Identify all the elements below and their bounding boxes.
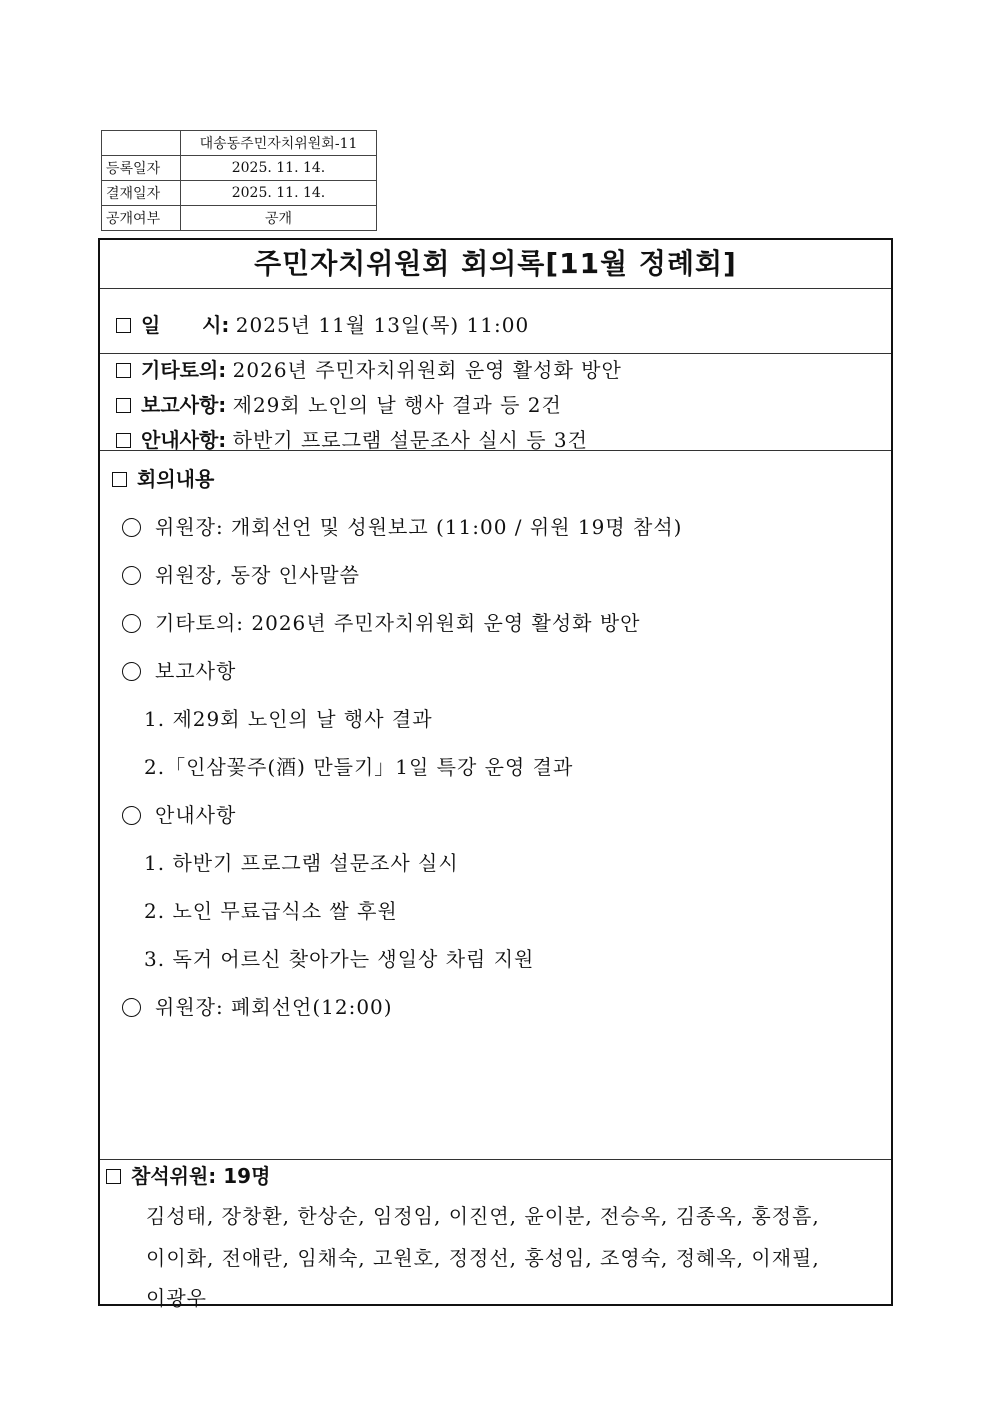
report-subitem: 2.「인삼꽃주(酒) 만들기」1일 특강 운영 결과 <box>144 755 574 779</box>
content-item: 보고사항 <box>122 655 236 684</box>
date-line <box>116 309 529 338</box>
content-item: 위원장: 개회선언 및 성원보고 (11:00 / 위원 19명 참석) <box>122 511 682 540</box>
meeting-content-section <box>100 451 891 1160</box>
circle-bullet-icon <box>122 518 141 537</box>
content-item: 위원장: 폐회선언(12:00) <box>122 991 393 1020</box>
attendees-list-line: 이이화, 전애란, 임채숙, 고원호, 정정선, 홍성임, 조영숙, 정혜옥, 이재필, <box>146 1246 820 1270</box>
agenda-section <box>100 354 891 451</box>
disclosure-value: 공개 <box>181 206 377 231</box>
content-heading: 회의내용 <box>112 463 214 492</box>
report-subitem: 1. 제29회 노인의 날 행사 결과 <box>144 707 433 731</box>
notice-subitem: 3. 독거 어르신 찾아가는 생일상 차림 지원 <box>144 947 535 971</box>
checkbox-icon <box>116 318 131 333</box>
page-title: 주민자치위원회 회의록[11월 정례회] <box>100 240 891 289</box>
document-info-table <box>101 130 377 231</box>
circle-bullet-icon <box>122 614 141 633</box>
doc-number: 대송동주민자치위원회-11 <box>181 131 377 156</box>
agenda-label: 안내사항: <box>141 428 227 452</box>
date-label: 일 시: <box>141 313 230 337</box>
attendees-heading: 참석위원: 19명 <box>106 1160 270 1189</box>
checkbox-icon <box>106 1169 121 1184</box>
attendees-list-line: 김성태, 장창환, 한상순, 임정임, 이진연, 윤이분, 전승옥, 김종옥, 홍정흠, <box>146 1204 820 1228</box>
attendees-list-line: 이광우 <box>146 1286 207 1310</box>
minutes-document <box>98 238 893 1310</box>
approval-date: 2025. 11. 14. <box>181 181 377 206</box>
agenda-value: 제29회 노인의 날 행사 결과 등 2건 <box>232 393 562 417</box>
doc-number-label-cell <box>102 131 181 156</box>
agenda-value: 2026년 주민자치위원회 운영 활성화 방안 <box>232 358 622 382</box>
circle-bullet-icon <box>122 806 141 825</box>
circle-bullet-icon <box>122 662 141 681</box>
notice-subitem: 1. 하반기 프로그램 설문조사 실시 <box>144 851 459 875</box>
agenda-item <box>116 389 562 418</box>
agenda-value: 하반기 프로그램 설문조사 실시 등 3건 <box>232 428 588 452</box>
approval-date-label: 결재일자 <box>102 181 181 206</box>
content-item: 기타토의: 2026년 주민자치위원회 운영 활성화 방안 <box>122 607 641 636</box>
circle-bullet-icon <box>122 998 141 1017</box>
agenda-label: 보고사항: <box>141 393 227 417</box>
agenda-label: 기타토의: <box>141 358 227 382</box>
disclosure-label: 공개여부 <box>102 206 181 231</box>
checkbox-icon <box>112 472 127 487</box>
notice-subitem: 2. 노인 무료급식소 쌀 후원 <box>144 899 398 923</box>
registration-date-label: 등록일자 <box>102 156 181 181</box>
checkbox-icon <box>116 433 131 448</box>
circle-bullet-icon <box>122 566 141 585</box>
checkbox-icon <box>116 398 131 413</box>
agenda-item <box>116 424 588 453</box>
content-item: 안내사항 <box>122 799 236 828</box>
registration-date: 2025. 11. 14. <box>181 156 377 181</box>
checkbox-icon <box>116 363 131 378</box>
agenda-item <box>116 354 622 383</box>
date-section <box>100 289 891 354</box>
date-value: 2025년 11월 13일(목) 11:00 <box>235 313 530 337</box>
content-item: 위원장, 동장 인사말씀 <box>122 559 360 588</box>
attendees-section <box>100 1160 891 1308</box>
